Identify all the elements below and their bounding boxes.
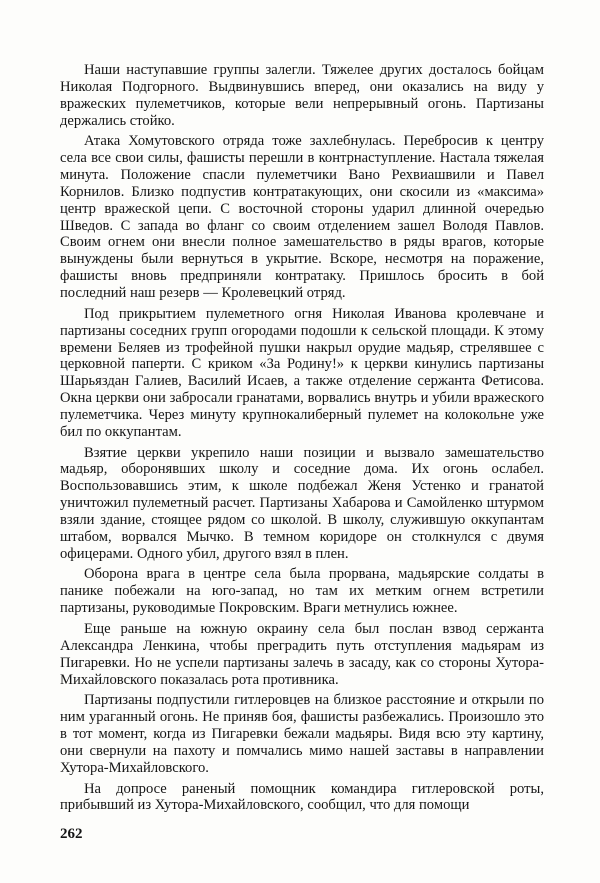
paragraph: Атака Хомутовского отряда тоже захлебнулась. Перебросив к центру села все свои силы, фашисты перешли в контрнаступление. Настала тяжелая минута. Положение спасли пулеметчики Вано Рехвиашвили и Павел Корнилов. Близко подпустив контратакующих, они скосили из «максима» центр вражеской цепи. С восточной стороны ударил длинной очередью Шведов. С запада во фланг со своим отделением зашел Володя Павлов. Своим огнем они внесли полное замешательство в ряды врагов, которые вынуждены были вернуться в укрытие. Вскоре, несмотря на поражение, фашисты вновь предприняли контратаку. Пришлось бросить в бой последний наш резерв — Кролевецкий отряд. — [60, 133, 544, 301]
paragraph: Оборона врага в центре села была прорвана, мадьярские солдаты в панике побежали на юго-запад, но там их метким огнем встретили партизаны, руководимые Покровским. Враги метнулись южнее. — [60, 566, 544, 617]
paragraph: На допросе раненый помощник командира гитлеровской роты, прибывший из Хутора-Михайловского, сообщил, что для помощи — [60, 780, 544, 814]
body-text — [60, 62, 544, 818]
paragraph: Взятие церкви укрепило наши позиции и вызвало замешательство мадьяр, оборонявших школу и соседние дома. Их огонь ослабел. Воспользовавшись этим, к школе подбежал Женя Устенко и гранатой уничтожил пулеметный расчет. Партизаны Хабарова и Самойленко штурмом взяли здание, стоящее рядом со школой. В школу, служившую оккупантам штабом, ворвался Мычко. В темном коридоре он столкнулся с двумя офицерами. Одного убил, другого взял в плен. — [60, 444, 544, 562]
paragraph: Наши наступавшие группы залегли. Тяжелее других досталось бойцам Николая Подгорного. Выдвинувшись вперед, они оказались на виду у вражеских пулеметчиков, которые вели непрерывный огонь. Партизаны держались стойко. — [60, 62, 544, 129]
page-number: 262 — [60, 826, 83, 842]
paragraph: Еще раньше на южную окраину села был послан взвод сержанта Александра Ленкина, чтобы преградить путь отступления мадьярам из Пигаревки. Но не успели партизаны залечь в засаду, как со стороны Хутора-Михайловского показалась рота противника. — [60, 621, 544, 688]
paragraph: Под прикрытием пулеметного огня Николая Иванова кролевчане и партизаны соседних групп огородами подошли к сельской площади. К этому времени Беляев из трофейной пушки накрыл орудие мадьяр, стрелявшее с церковной паперти. С криком «За Родину!» к церкви кинулись партизаны Шарьяздан Галиев, Василий Исаев, а также отделение сержанта Фетисова. Окна церкви они забросали гранатами, ворвались внутрь и убили вражеского пулеметчика. Через минуту крупнокалиберный пулемет на колокольне уже бил по оккупантам. — [60, 305, 544, 440]
paragraph: Партизаны подпустили гитлеровцев на близкое расстояние и открыли по ним ураганный огонь. Не приняв боя, фашисты разбежались. Произошло это в тот момент, когда из Пигаревки бежали мадьяры. Видя всю эту картину, они свернули на пахоту и помчались мимо нашей заставы в направлении Хутора-Михайловского. — [60, 692, 544, 776]
